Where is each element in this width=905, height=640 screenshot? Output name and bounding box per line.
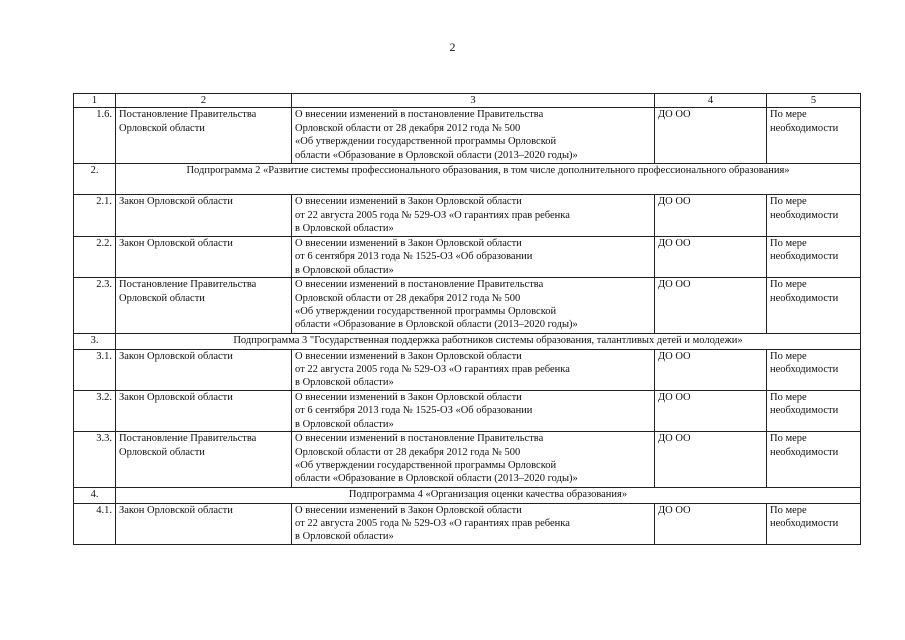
section-title: Подпрограмма 4 «Организация оценки качества образования» [116, 488, 861, 503]
item-number: 4.1. [74, 503, 116, 544]
text-line: «Об утверждении государственной программы Орловской [295, 305, 557, 317]
text-line: области «Образование в Орловской области (2013–2020 годы)» [295, 319, 578, 331]
executor-cell: ДО ОО [655, 349, 767, 390]
text-line: необходимости [770, 122, 839, 134]
text-line: области «Образование в Орловской области (2013–2020 годы)» [295, 473, 578, 485]
text-line: Постановление Правительства [119, 279, 257, 291]
text-line: Постановление Правительства [119, 433, 257, 445]
text-line: от 6 сентября 2013 года № 1525-ОЗ «Об образовании [295, 251, 533, 263]
text-line: По мере [770, 350, 807, 362]
document-type-cell [116, 349, 292, 390]
column-number-5: 5 [767, 94, 861, 108]
document-title-cell [292, 236, 655, 277]
text-line: О внесении изменений в постановление Правительства [295, 109, 544, 121]
item-number: 2.3. [74, 278, 116, 334]
column-number-2: 2 [116, 94, 292, 108]
table-row [74, 195, 861, 236]
page-number: 2 [449, 40, 456, 54]
section-row [74, 164, 861, 195]
document-title-cell [292, 432, 655, 488]
item-number: 3.3. [74, 432, 116, 488]
text-line: необходимости [770, 363, 839, 375]
text-line: от 22 августа 2005 года № 529-ОЗ «О гарантиях прав ребенка [295, 363, 570, 375]
table-row [74, 503, 861, 544]
term-cell [767, 390, 861, 431]
term-cell [767, 195, 861, 236]
document-title-cell [292, 349, 655, 390]
table-row [74, 108, 861, 164]
text-line: О внесении изменений в постановление Правительства [295, 433, 544, 445]
text-line: Орловской области от 28 декабря 2012 года № 500 [295, 122, 521, 134]
text-line: необходимости [770, 405, 839, 417]
table-row [74, 432, 861, 488]
term-cell [767, 349, 861, 390]
item-number: 2.2. [74, 236, 116, 277]
text-line: необходимости [770, 518, 839, 529]
document-type-cell [116, 278, 292, 334]
term-cell [767, 432, 861, 488]
document-title-cell [292, 278, 655, 334]
document-type-cell [116, 503, 292, 544]
text-line: в Орловской области» [295, 377, 394, 389]
text-line: По мере [770, 279, 807, 291]
text-line: По мере [770, 237, 807, 249]
executor-cell: ДО ОО [655, 236, 767, 277]
section-row [74, 488, 861, 503]
table-row [74, 390, 861, 431]
text-line: необходимости [770, 292, 839, 304]
text-line: По мере [770, 391, 807, 403]
text-line: Закон Орловской области [119, 391, 233, 403]
term-cell [767, 278, 861, 334]
term-cell [767, 236, 861, 277]
table-header-row [74, 94, 861, 108]
column-number-1: 1 [74, 94, 116, 108]
text-line: от 6 сентября 2013 года № 1525-ОЗ «Об образовании [295, 405, 533, 417]
text-line: По мере [770, 504, 807, 516]
document-type-cell [116, 432, 292, 488]
text-line: области «Образование в Орловской области (2013–2020 годы)» [295, 149, 578, 161]
document-title-cell [292, 390, 655, 431]
text-line: в Орловской области» [295, 531, 394, 543]
text-line: Закон Орловской области [119, 237, 233, 249]
text-line: Закон Орловской области [119, 196, 233, 208]
text-line: «Об утверждении государственной программы Орловской [295, 460, 557, 471]
text-line: Орловской области от 28 декабря 2012 года № 500 [295, 446, 521, 458]
text-line: О внесении изменений в Закон Орловской области [295, 391, 522, 403]
text-line: в Орловской области» [295, 223, 394, 235]
text-line: Закон Орловской области [119, 504, 233, 516]
text-line: О внесении изменений в Закон Орловской области [295, 196, 522, 208]
text-line: необходимости [770, 209, 839, 221]
text-line: в Орловской области» [295, 418, 394, 430]
item-number: 2.1. [74, 195, 116, 236]
item-number: 3.1. [74, 349, 116, 390]
text-line: По мере [770, 433, 807, 445]
table-row [74, 278, 861, 334]
executor-cell: ДО ОО [655, 278, 767, 334]
text-line: Орловской области от 28 декабря 2012 года № 500 [295, 292, 521, 304]
executor-cell: ДО ОО [655, 432, 767, 488]
section-row [74, 334, 861, 349]
section-number: 3. [74, 334, 116, 349]
column-number-4: 4 [655, 94, 767, 108]
text-line: Орловской области [119, 292, 205, 304]
table-row [74, 349, 861, 390]
text-line: По мере [770, 109, 807, 121]
text-line: необходимости [770, 446, 839, 458]
section-number: 2. [74, 164, 116, 195]
item-number: 1.6. [74, 108, 116, 164]
term-cell [767, 108, 861, 164]
text-line: О внесении изменений в Закон Орловской области [295, 504, 522, 516]
text-line: О внесении изменений в Закон Орловской области [295, 237, 522, 249]
document-table [73, 93, 861, 545]
document-title-cell [292, 503, 655, 544]
text-line: По мере [770, 196, 807, 208]
executor-cell: ДО ОО [655, 195, 767, 236]
text-line: Орловской области [119, 446, 205, 458]
document-type-cell [116, 108, 292, 164]
text-line: в Орловской области» [295, 264, 394, 276]
text-line: Постановление Правительства [119, 109, 257, 121]
executor-cell: ДО ОО [655, 503, 767, 544]
document-type-cell [116, 236, 292, 277]
text-line: «Об утверждении государственной программы Орловской [295, 136, 557, 148]
section-number: 4. [74, 488, 116, 503]
text-line: Орловской области [119, 122, 205, 134]
text-line: О внесении изменений в постановление Правительства [295, 279, 544, 291]
document-type-cell [116, 195, 292, 236]
column-number-3: 3 [292, 94, 655, 108]
table-row [74, 236, 861, 277]
text-line: Закон Орловской области [119, 350, 233, 362]
text-line: О внесении изменений в Закон Орловской области [295, 350, 522, 362]
document-type-cell [116, 390, 292, 431]
executor-cell: ДО ОО [655, 390, 767, 431]
document-title-cell [292, 195, 655, 236]
document-title-cell [292, 108, 655, 164]
section-title: Подпрограмма 3 "Государственная поддержка работников системы образования, талантливых детей и молодежи» [116, 334, 861, 349]
term-cell [767, 503, 861, 544]
section-title: Подпрограмма 2 «Развитие системы профессионального образования, в том числе дополнительного профессионального образования» [116, 164, 861, 195]
executor-cell: ДО ОО [655, 108, 767, 164]
text-line: от 22 августа 2005 года № 529-ОЗ «О гарантиях прав ребенка [295, 209, 570, 221]
item-number: 3.2. [74, 390, 116, 431]
text-line: от 22 августа 2005 года № 529-ОЗ «О гарантиях прав ребенка [295, 518, 570, 529]
text-line: необходимости [770, 251, 839, 263]
